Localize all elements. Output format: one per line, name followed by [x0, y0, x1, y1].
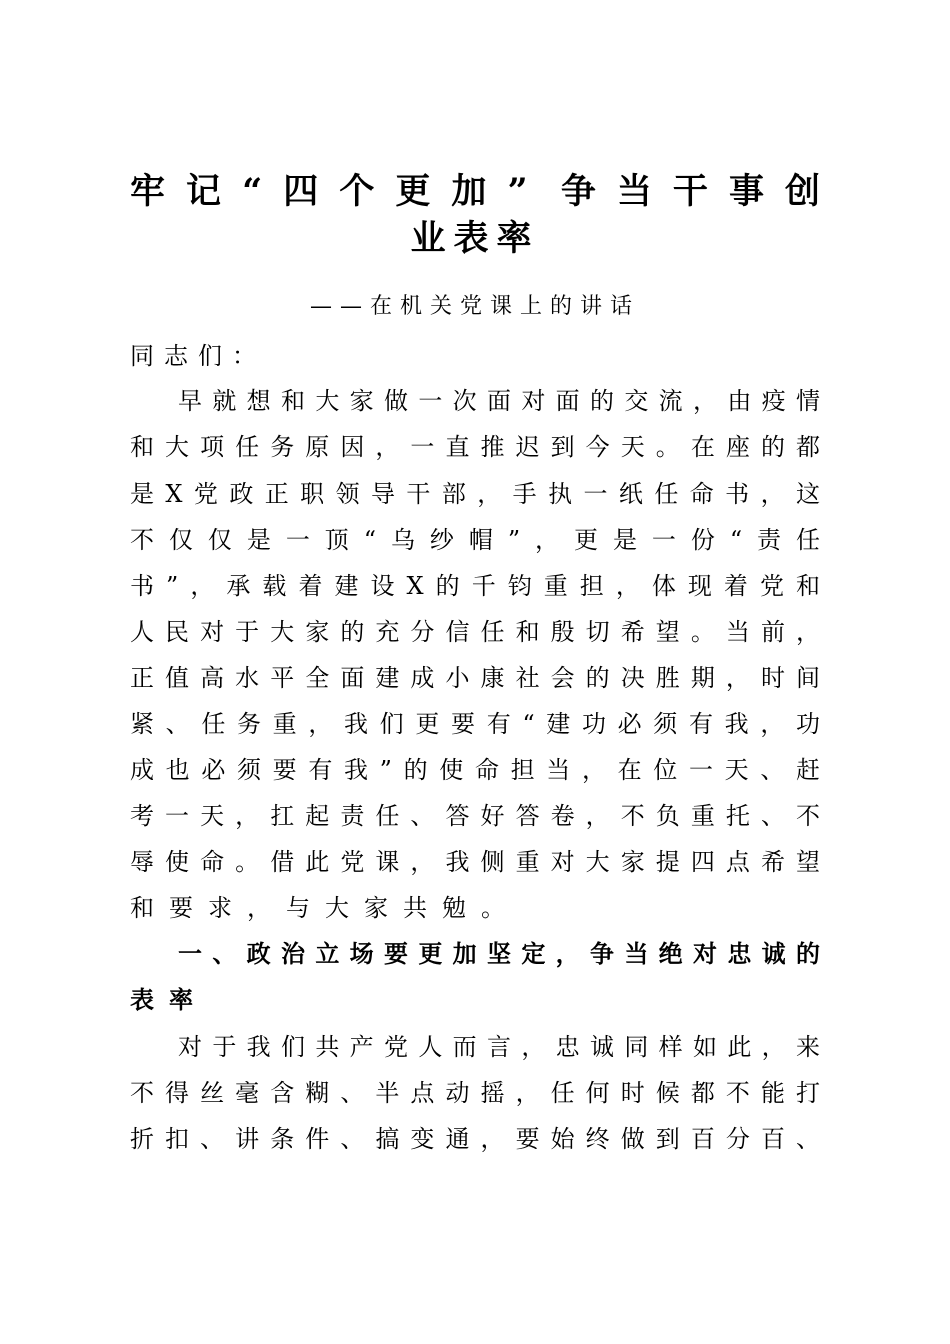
paragraph-line: 成也必须要有我”的使命担当，在位一天、赶 [130, 756, 820, 784]
paragraph-line: 辱使命。借此党课，我侧重对大家提四点希望 [130, 848, 820, 876]
paragraph-line: 和大项任务原因，一直推迟到今天。在座的都 [130, 433, 820, 461]
document-title-line1: 牢记“四个更加” 争当干事创 [130, 171, 820, 212]
document-title-line2: 业表率 [410, 218, 540, 259]
paragraph-line: 正值高水平全面建成小康社会的决胜期，时间 [130, 664, 820, 692]
paragraph-line: 不仅仅是一顶“乌纱帽”，更是一份“责任 [130, 526, 820, 554]
paragraph-line: 书”，承载着建设X的千钧重担，体现着党和 [130, 572, 820, 600]
document-subtitle: ——在机关党课上的讲话 [309, 294, 640, 319]
paragraph-line: 不得丝毫含糊、半点动摇，任何时候都不能打 [130, 1079, 820, 1107]
paragraph-line: 考一天，扛起责任、答好答卷，不负重托、不 [130, 802, 820, 830]
paragraph-line: 紧、任务重，我们更要有“建功必须有我，功 [130, 710, 820, 738]
paragraph-line: 是X党政正职领导干部，手执一纸任命书，这 [130, 480, 820, 508]
paragraph-line: 对于我们共产党人而言，忠诚同样如此，来 [178, 1033, 820, 1061]
paragraph-line: 早就想和大家做一次面对面的交流，由疫情 [178, 387, 820, 415]
salutation: 同志们： [130, 342, 266, 370]
section-heading-line: 一、政治立场要更加坚定，争当绝对忠诚的 [178, 939, 820, 968]
paragraph-line: 折扣、讲条件、搞变通，要始终做到百分百、 [130, 1125, 820, 1153]
paragraph-line: 人民对于大家的充分信任和殷切希望。当前， [130, 618, 820, 646]
paragraph-line: 和要求，与大家共勉。 [130, 894, 520, 922]
section-heading-line: 表率 [130, 985, 208, 1014]
